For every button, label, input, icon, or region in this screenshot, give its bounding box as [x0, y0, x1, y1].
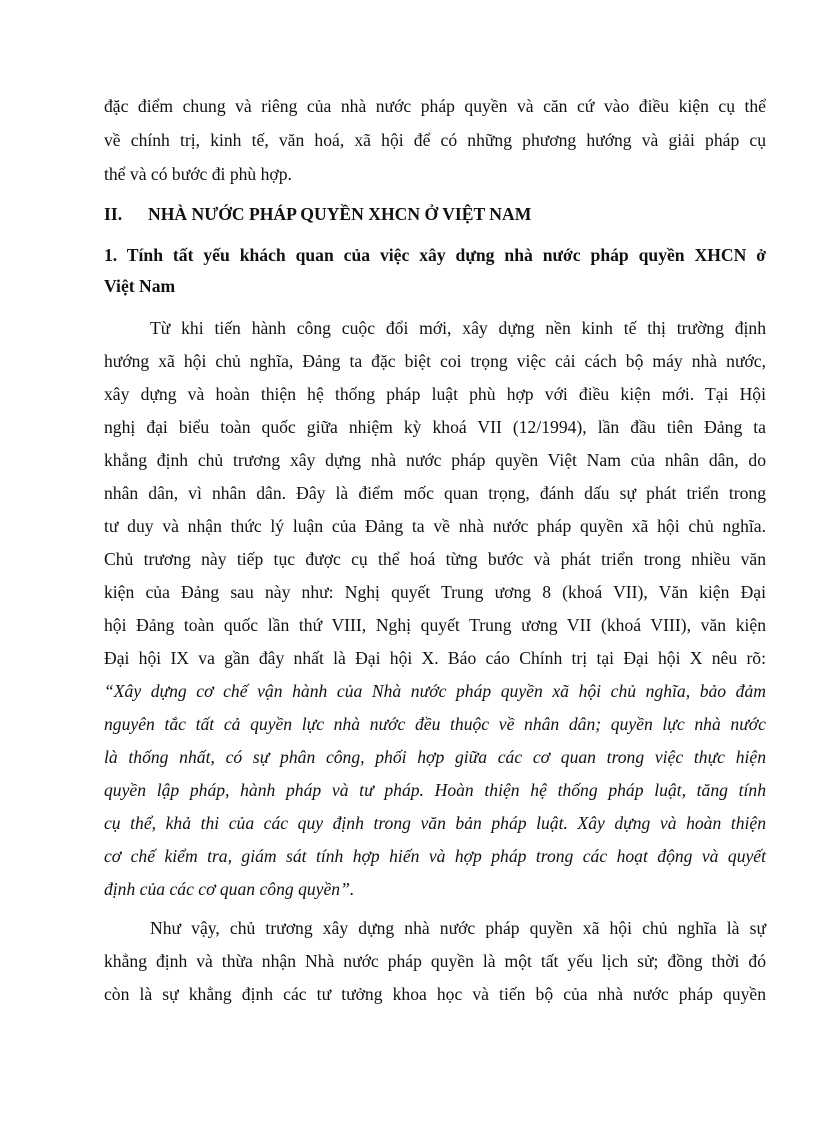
paragraph-line: Từ khi tiến hành công cuộc đổi mới, xây dựng nền kinh tế thị trường định — [150, 318, 766, 338]
quote-line: cụ thể, khả thi của các quy định trong văn bản pháp luật. Xây dựng và hoàn thiện — [104, 813, 766, 833]
section-number: II. — [104, 204, 123, 224]
paragraph-line: kiện của Đảng sau này như: Nghị quyết Trung ương 8 (khoá VII), Văn kiện Đại — [104, 582, 766, 602]
paragraph-line: hội Đảng toàn quốc lần thứ VIII, Nghị quyết Trung ương VII (khoá VIII), văn kiện — [104, 615, 766, 635]
paragraph-line: Đại hội IX va gần đây nhất là Đại hội X. Báo cáo Chính trị tại Đại hội X nêu rõ: — [104, 648, 766, 668]
paragraph-line: Như vậy, chủ trương xây dựng nhà nước pháp quyền xã hội chủ nghĩa là sự — [150, 918, 766, 938]
paragraph-line: tư duy và nhận thức lý luận của Đảng ta về nhà nước pháp quyền xã hội chủ nghĩa. — [104, 516, 766, 536]
quote-line: định của các cơ quan công quyền”. — [104, 879, 355, 899]
intro-line: đặc điểm chung và riêng của nhà nước pháp quyền và căn cứ vào điều kiện cụ thể — [104, 96, 766, 116]
section-title: NHÀ NƯỚC PHÁP QUYỀN XHCN Ở VIỆT NAM — [148, 204, 532, 224]
quote-line: quyền lập pháp, hành pháp và tư pháp. Hoàn thiện hệ thống pháp luật, tăng tính — [104, 780, 766, 800]
subsection-heading-line: Việt Nam — [104, 276, 176, 296]
quote-line: cơ chế kiểm tra, giám sát tính hợp hiến và hợp pháp trong các hoạt động và quyết — [104, 846, 766, 866]
paragraph-line: khẳng định chủ trương xây dựng nhà nước pháp quyền Việt Nam của nhân dân, do — [104, 450, 766, 470]
paragraph-line: nhân dân, vì nhân dân. Đây là điểm mốc quan trọng, đánh dấu sự phát triển trong — [104, 483, 766, 503]
subsection-heading-line: 1. Tính tất yếu khách quan của việc xây dựng nhà nước pháp quyền XHCN ở — [104, 245, 766, 265]
paragraph-line: khẳng định và thừa nhận Nhà nước pháp quyền là một tất yếu lịch sử; đồng thời đó — [104, 951, 766, 971]
intro-line: thể và có bước đi phù hợp. — [104, 164, 292, 184]
paragraph-line: hướng xã hội chủ nghĩa, Đảng ta đặc biệt coi trọng việc cải cách bộ máy nhà nước, — [104, 351, 766, 371]
paragraph-line: Chủ trương này tiếp tục được cụ thể hoá từng bước và phát triển trong nhiều văn — [104, 549, 766, 569]
quote-line: là thống nhất, có sự phân công, phối hợp giữa các cơ quan trong việc thực hiện — [104, 747, 766, 767]
quote-line: nguyên tắc tất cả quyền lực nhà nước đều thuộc về nhân dân; quyền lực nhà nước — [104, 714, 766, 734]
quote-line: “Xây dựng cơ chế vận hành của Nhà nước pháp quyền xã hội chủ nghĩa, bảo đảm — [104, 681, 766, 701]
intro-line: về chính trị, kinh tế, văn hoá, xã hội để có những phương hướng và giải pháp cụ — [104, 130, 766, 150]
paragraph-line: nghị đại biểu toàn quốc giữa nhiệm kỳ khoá VII (12/1994), lần đầu tiên Đảng ta — [104, 417, 766, 437]
paragraph-line: xây dựng và hoàn thiện hệ thống pháp luật phù hợp với điều kiện mới. Tại Hội — [104, 384, 766, 404]
paragraph-line: còn là sự khẳng định các tư tưởng khoa học và tiến bộ của nhà nước pháp quyền — [104, 984, 766, 1004]
